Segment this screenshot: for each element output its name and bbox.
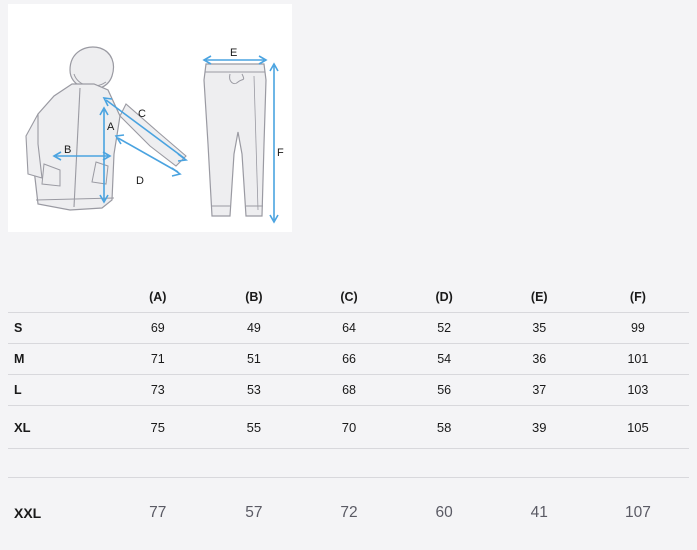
label-c: C: [138, 108, 146, 120]
label-b: B: [64, 144, 72, 156]
table-row: [8, 313, 689, 344]
header-cell-f: (F): [629, 290, 646, 304]
cell-d: 58: [436, 419, 452, 435]
label-d: D: [136, 175, 144, 187]
cell-b: 55: [246, 419, 262, 435]
cell-c: 64: [342, 321, 356, 335]
cell-d: 56: [437, 383, 452, 397]
cell-f: 105: [627, 419, 649, 435]
cell-a: 77: [149, 504, 167, 521]
cell-d: 52: [437, 321, 452, 335]
label-a: A: [107, 121, 115, 133]
cell-e: 37: [532, 383, 547, 397]
row-size-label: L: [14, 383, 22, 397]
measurement-illustration-panel: [8, 4, 292, 232]
cell-f: 103: [627, 383, 649, 397]
spacer-cell: [8, 449, 689, 478]
size-chart-head: [8, 282, 689, 313]
cell-e: 41: [530, 504, 548, 521]
cell-c: 72: [340, 504, 358, 521]
table-row: [8, 478, 689, 549]
row-size-label: XL: [14, 419, 31, 435]
cell-c: 68: [342, 383, 356, 397]
cell-d: 54: [437, 352, 452, 366]
table-row: [8, 375, 689, 406]
row-size-label: XXL: [14, 505, 42, 521]
cell-e: 35: [532, 321, 547, 335]
cell-d: 60: [435, 504, 453, 521]
cell-c: 70: [341, 419, 357, 435]
cell-a: 73: [150, 383, 165, 397]
label-e: E: [230, 47, 238, 59]
header-cell-c: (C): [340, 290, 358, 304]
cell-f: 99: [630, 321, 645, 335]
row-size-label: S: [14, 321, 23, 335]
table-row: [8, 344, 689, 375]
cell-b: 57: [245, 504, 263, 521]
table-header-row: [8, 282, 689, 313]
cell-b: 51: [246, 352, 261, 366]
header-cell-d: (D): [435, 290, 453, 304]
table-row: [8, 406, 689, 449]
cell-a: 75: [150, 419, 166, 435]
header-cell-a: (A): [149, 290, 167, 304]
cell-b: 53: [246, 383, 261, 397]
size-chart-table: [8, 282, 689, 548]
cell-a: 71: [150, 352, 165, 366]
cell-a: 69: [150, 321, 165, 335]
cell-b: 49: [246, 321, 261, 335]
cell-e: 39: [532, 419, 547, 435]
header-cell-e: (E): [530, 290, 548, 304]
label-f: F: [277, 147, 284, 159]
cell-f: 107: [624, 504, 651, 521]
header-cell-size: [8, 282, 109, 313]
cell-c: 66: [342, 352, 356, 366]
table-spacer-row: [8, 449, 689, 478]
size-chart-body: [8, 313, 689, 549]
header-cell-b: (B): [245, 290, 263, 304]
cell-e: 36: [532, 352, 547, 366]
row-size-label: M: [14, 352, 25, 366]
cell-f: 101: [627, 352, 649, 366]
